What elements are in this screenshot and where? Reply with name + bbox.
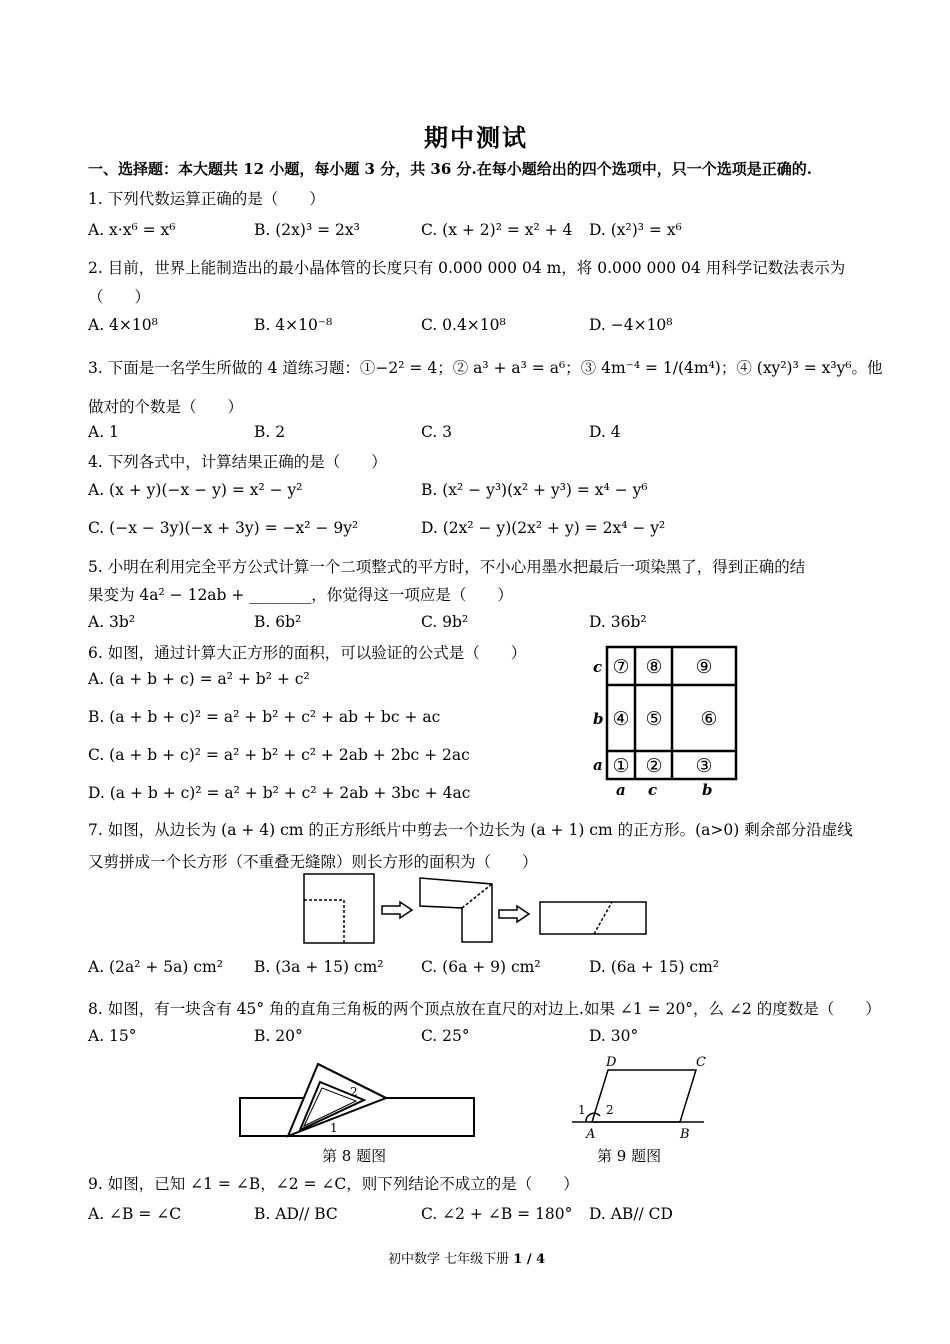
question-5-stem-cont: 果变为 4a² − 12ab + ________，你觉得这一项应是（ ） <box>88 586 513 604</box>
q9-option-d: D. AB// CD <box>589 1205 673 1223</box>
q1-option-d: D. (x²)³ = x⁶ <box>589 221 682 239</box>
q5-option-b: B. 6b² <box>254 613 302 631</box>
q8-option-b: B. 20° <box>254 1027 303 1045</box>
question-7-stem: 7. 如图，从边长为 (a + 4) cm 的正方形纸片中剪去一个边长为 (a + 1) cm 的正方形。(a>0) 剩余部分沿虚线 <box>88 821 853 839</box>
q7-option-c: C. (6a + 9) cm² <box>421 958 541 976</box>
q6-option-b: B. (a + b + c)² = a² + b² + c² + ab + bc + ac <box>88 708 441 726</box>
col-label-c: c <box>648 781 658 799</box>
col-label-b: b <box>702 781 713 799</box>
vertex-b-label: B <box>680 1127 690 1142</box>
q8-ruler-figure <box>238 1052 478 1142</box>
q1-option-b: B. (2x)³ = 2x³ <box>254 221 360 239</box>
q6-option-c: C. (a + b + c)² = a² + b² + c² + 2ab + 2bc + 2ac <box>88 746 470 764</box>
q7-cut-figure <box>302 870 682 950</box>
page-number: 1 / 4 <box>513 1252 546 1267</box>
question-4-stem: 4. 下列各式中，计算结果正确的是（ ） <box>88 453 387 471</box>
cell-6: ⑥ <box>700 708 718 730</box>
q2-option-b: B. 4×10⁻⁸ <box>254 316 333 334</box>
question-2-stem-cont: （ ） <box>88 288 151 306</box>
q8-option-d: D. 30° <box>589 1027 639 1045</box>
q2-option-c: C. 0.4×10⁸ <box>421 316 506 334</box>
q8-option-a: A. 15° <box>88 1027 137 1045</box>
page-footer <box>388 1248 545 1267</box>
cell-5: ⑤ <box>645 708 663 730</box>
cell-4: ④ <box>612 708 630 730</box>
q1-option-c: C. (x + 2)² = x² + 4 <box>421 221 573 239</box>
q3-option-a: A. 1 <box>88 423 119 441</box>
q6-option-a: A. (a + b + c) = a² + b² + c² <box>88 670 310 688</box>
footer-text: 初中数学 七年级下册 <box>388 1252 510 1267</box>
q4-option-b: B. (x² − y³)(x² + y³) = x⁴ − y⁶ <box>421 481 648 499</box>
angle-1-label: 1 <box>578 1103 586 1117</box>
q9-parallelogram-figure <box>568 1052 718 1142</box>
q7-option-d: D. (6a + 15) cm² <box>589 958 720 976</box>
vertex-a-label: A <box>586 1127 596 1142</box>
q9-option-a: A. ∠B = ∠C <box>88 1205 182 1223</box>
q3-option-b: B. 2 <box>254 423 286 441</box>
q7-option-a: A. (2a² + 5a) cm² <box>88 958 223 976</box>
q5-option-d: D. 36b² <box>589 613 647 631</box>
section-header: 一、选择题：本大题共 12 小题，每小题 3 分，共 36 分.在每小题给出的四个选项中，只一个选项是正确的. <box>88 160 812 178</box>
q7-option-b: B. (3a + 15) cm² <box>254 958 384 976</box>
vertex-c-label: C <box>696 1055 706 1070</box>
col-label-a: a <box>616 781 626 799</box>
question-8-stem: 8. 如图，有一块含有 45° 角的直角三角板的两个顶点放在直尺的对边上.如果 ∠1 = 20°，么 ∠2 的度数是（ ） <box>88 1000 881 1018</box>
q6-grid-figure <box>588 640 748 800</box>
q4-option-c: C. (−x − 3y)(−x + 3y) = −x² − 9y² <box>88 519 359 537</box>
q4-option-d: D. (2x² − y)(2x² + y) = 2x⁴ − y² <box>421 519 666 537</box>
q9-option-b: B. AD// BC <box>254 1205 338 1223</box>
q8-caption: 第 8 题图 <box>322 1147 387 1165</box>
q5-option-a: A. 3b² <box>88 613 136 631</box>
question-5-stem: 5. 小明在利用完全平方公式计算一个二项整式的平方时，不小心用墨水把最后一项染黑了，得到正确的结 <box>88 558 806 576</box>
vertex-d-label: D <box>606 1055 617 1070</box>
q3-option-c: C. 3 <box>421 423 453 441</box>
question-3-stem: 3. 下面是一名学生所做的 4 道练习题：①−2² = 4；② a³ + a³ = a⁶；③ 4m⁻⁴ = 1/(4m⁴)；④ (xy²)³ = x³y⁶。他 <box>88 359 883 377</box>
question-9-stem: 9. 如图，已知 ∠1 = ∠B，∠2 = ∠C，则下列结论不成立的是（ ） <box>88 1175 579 1193</box>
q4-option-a: A. (x + y)(−x − y) = x² − y² <box>88 481 303 499</box>
cell-7: ⑦ <box>612 656 630 678</box>
cell-9: ⑨ <box>695 656 713 678</box>
angle-2-label: 2 <box>350 1085 358 1099</box>
q1-option-a: A. x·x⁶ = x⁶ <box>88 221 176 239</box>
angle-2-label: 2 <box>606 1103 614 1117</box>
q9-option-c: C. ∠2 + ∠B = 180° <box>421 1205 573 1223</box>
q9-caption: 第 9 题图 <box>597 1147 662 1165</box>
q2-option-a: A. 4×10⁸ <box>88 316 158 334</box>
q3-option-d: D. 4 <box>589 423 621 441</box>
q2-option-d: D. −4×10⁸ <box>589 316 673 334</box>
q5-option-c: C. 9b² <box>421 613 469 631</box>
row-label-c: c <box>593 658 603 676</box>
question-6-stem: 6. 如图，通过计算大正方形的面积，可以验证的公式是（ ） <box>88 644 527 662</box>
question-7-stem-cont: 又剪拼成一个长方形（不重叠无缝隙）则长方形的面积为（ ） <box>88 853 538 871</box>
cell-1: ① <box>612 755 630 777</box>
cell-2: ② <box>645 755 663 777</box>
q8-option-c: C. 25° <box>421 1027 470 1045</box>
q6-option-d: D. (a + b + c)² = a² + b² + c² + 2ab + 3bc + 4ac <box>88 784 471 802</box>
cell-3: ③ <box>695 755 713 777</box>
question-3-stem-cont: 做对的个数是（ ） <box>88 398 244 416</box>
row-label-a: a <box>593 756 603 774</box>
question-1-stem: 1. 下列代数运算正确的是（ ） <box>88 190 325 208</box>
cell-8: ⑧ <box>645 656 663 678</box>
question-2-stem: 2. 目前，世界上能制造出的最小晶体管的长度只有 0.000 000 04 m，将 0.000 000 04 用科学记数法表示为 <box>88 259 846 277</box>
row-label-b: b <box>593 710 604 728</box>
page-title: 期中测试 <box>424 123 528 152</box>
angle-1-label: 1 <box>330 1121 338 1135</box>
